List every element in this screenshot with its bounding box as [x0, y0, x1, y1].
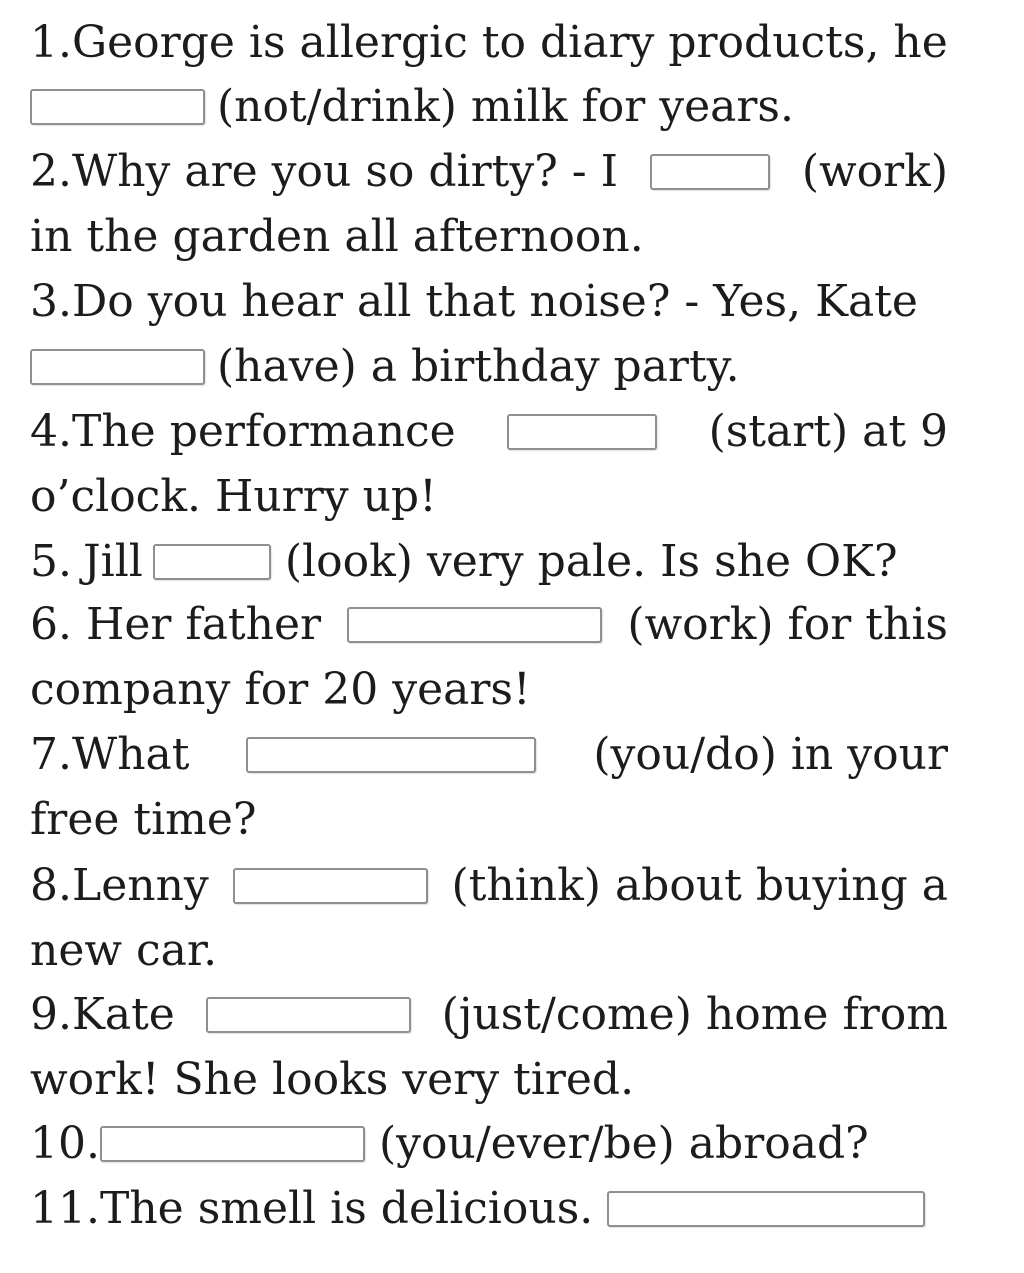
verb-hint: (you/do) in your — [593, 729, 948, 780]
verb-hint: (look) very pale. Is she OK? — [284, 536, 898, 587]
item-6-line-2 — [30, 659, 948, 721]
answer-box-3[interactable] — [30, 349, 205, 385]
verb-hint: (work) — [801, 146, 948, 197]
question-continuation: new car. — [30, 925, 218, 976]
item-2-line-1 — [30, 141, 948, 203]
item-number: 5. — [30, 536, 72, 587]
item-number: 10. — [30, 1118, 100, 1169]
question-continuation: in the garden all afternoon. — [30, 211, 644, 262]
question-text: What — [71, 729, 190, 780]
item-number: 8. — [30, 860, 72, 911]
question-text: Do you hear all that noise? - Yes, Kate — [71, 276, 918, 327]
question-text: Kate — [71, 989, 175, 1040]
item-number: 3. — [30, 276, 72, 327]
question-text: Lenny — [71, 860, 209, 911]
answer-box-10[interactable] — [100, 1126, 365, 1162]
question-text: The smell is delicious. — [99, 1183, 594, 1234]
item-10-line-1 — [30, 1113, 948, 1175]
item-11-line-1 — [30, 1178, 948, 1240]
answer-box-9[interactable] — [206, 997, 411, 1033]
item-7-line-2 — [30, 789, 948, 851]
question-text: Why are you so dirty? - I — [71, 146, 619, 197]
question-text: The performance — [71, 406, 456, 457]
item-4-line-1 — [30, 401, 948, 463]
item-number: 9. — [30, 989, 72, 1040]
item-3-line-2 — [30, 336, 948, 398]
verb-hint: (think) about buying a — [451, 860, 948, 911]
question-continuation: o’clock. Hurry up! — [30, 471, 437, 522]
item-1-line-2 — [30, 76, 948, 138]
item-5-line-1 — [30, 531, 948, 593]
item-3-line-1 — [30, 271, 948, 333]
verb-hint: (not/drink) milk for years. — [217, 81, 794, 132]
verb-hint: (you/ever/be) abroad? — [378, 1118, 869, 1169]
question-continuation: work! She looks very tired. — [30, 1054, 635, 1105]
question-text: Jill — [82, 536, 143, 587]
item-8-line-2 — [30, 920, 948, 982]
item-4-line-2 — [30, 466, 948, 528]
item-number: 2. — [30, 146, 72, 197]
answer-box-7[interactable] — [246, 737, 536, 773]
item-number: 7. — [30, 729, 72, 780]
question-text: George is allergic to diary products, he — [71, 17, 948, 68]
verb-hint: (work) for this — [627, 599, 948, 650]
item-number: 6. — [30, 599, 72, 650]
verb-hint: (just/come) home from — [441, 989, 948, 1040]
item-8-line-1 — [30, 855, 948, 917]
item-9-line-2 — [30, 1049, 948, 1111]
verb-hint: (have) a birthday party. — [217, 341, 740, 392]
answer-box-4[interactable] — [507, 414, 657, 450]
question-text: Her father — [85, 599, 322, 650]
item-9-line-1 — [30, 984, 948, 1046]
item-7-line-1 — [30, 724, 948, 786]
answer-box-1[interactable] — [30, 89, 205, 125]
item-6-line-1 — [30, 594, 948, 656]
answer-box-6[interactable] — [347, 607, 602, 643]
verb-hint: (start) at 9 — [708, 406, 948, 457]
item-2-line-2 — [30, 206, 948, 268]
item-number: 11. — [30, 1183, 100, 1234]
answer-box-5[interactable] — [153, 544, 271, 580]
question-continuation: company for 20 years! — [30, 664, 531, 715]
item-number: 1. — [30, 17, 72, 68]
answer-box-2[interactable] — [650, 154, 770, 190]
question-continuation: free time? — [30, 794, 257, 845]
answer-box-8[interactable] — [233, 868, 428, 904]
answer-box-11[interactable] — [607, 1191, 925, 1227]
item-1-line-1 — [30, 12, 948, 74]
item-number: 4. — [30, 406, 72, 457]
